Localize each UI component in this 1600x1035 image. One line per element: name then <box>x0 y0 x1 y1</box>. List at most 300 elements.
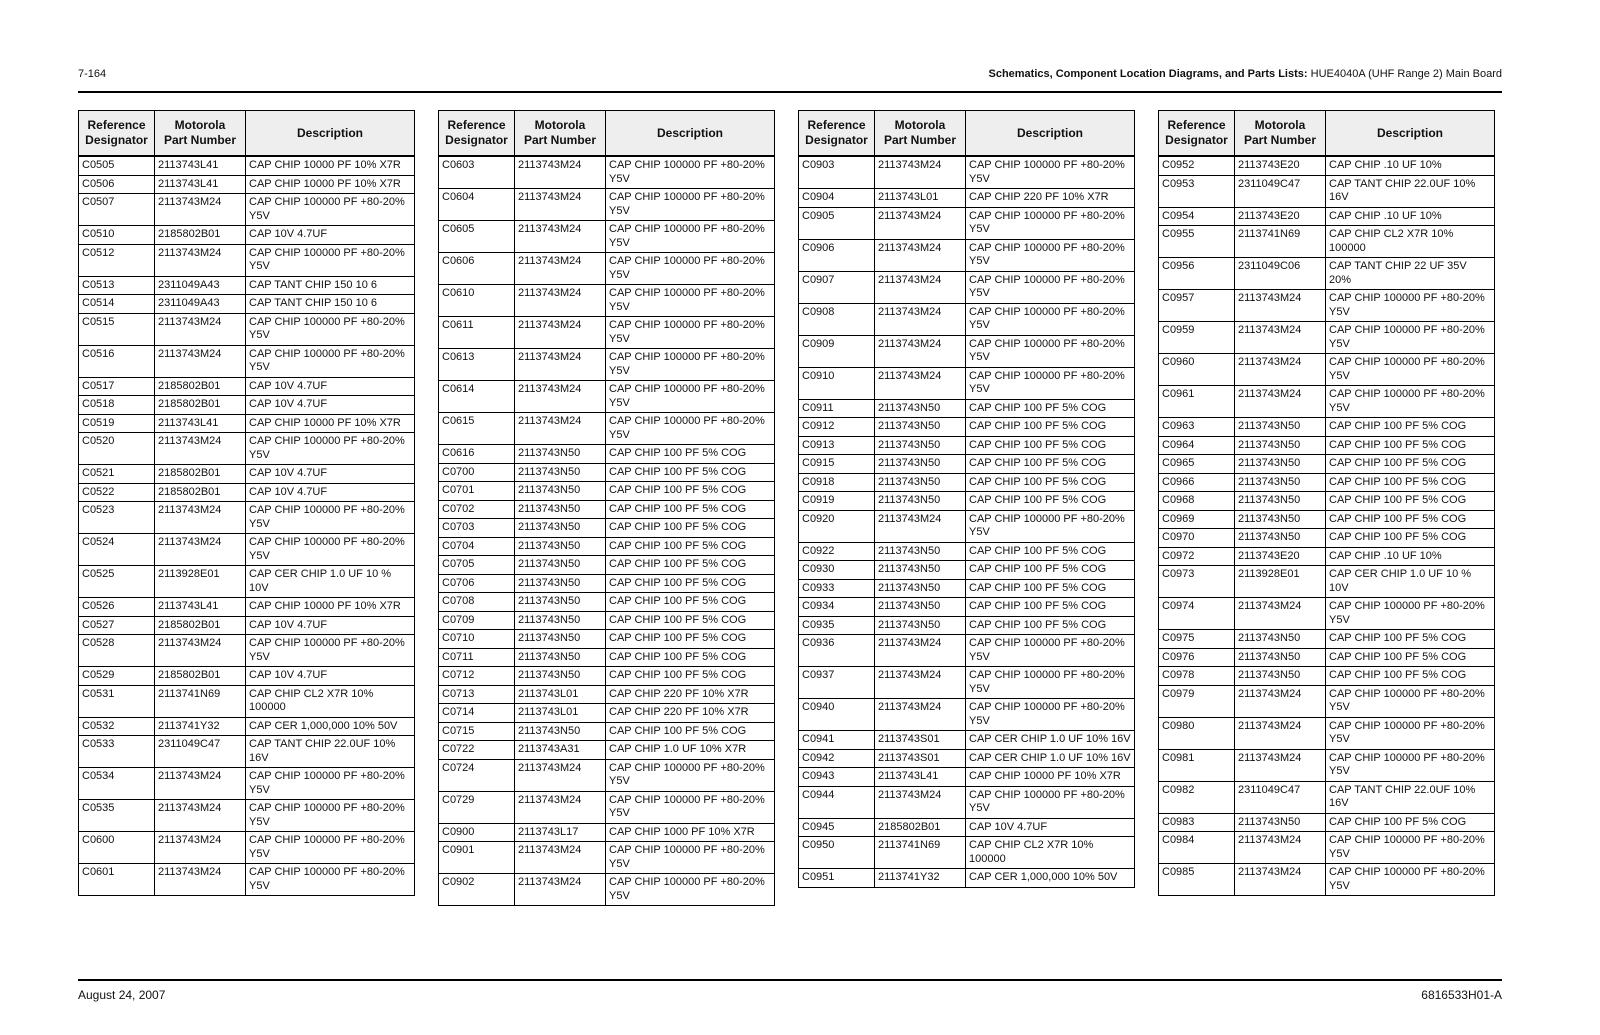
cell-description: CAP CHIP 100000 PF +80-20% Y5V <box>606 221 775 253</box>
cell-reference-designator: C0702 <box>439 500 515 519</box>
table-row <box>799 189 1135 208</box>
table-row <box>439 667 775 686</box>
table-row <box>799 207 1135 239</box>
cell-description: CAP CHIP 100000 PF +80-20% Y5V <box>1326 354 1495 386</box>
cell-description: CAP CHIP 100 PF 5% COG <box>606 667 775 686</box>
table-row <box>799 731 1135 750</box>
header-ref-line2: Designator <box>85 133 148 147</box>
table-row <box>79 295 415 314</box>
cell-description: CAP CHIP 100000 PF +80-20% Y5V <box>1326 832 1495 864</box>
cell-description: CAP CHIP 1.0 UF 10% X7R <box>606 741 775 760</box>
cell-description: CAP CHIP 100000 PF +80-20% Y5V <box>246 635 415 667</box>
table-row <box>79 433 415 465</box>
cell-reference-designator: C0613 <box>439 349 515 381</box>
cell-description: CAP CHIP 100000 PF +80-20% Y5V <box>606 317 775 349</box>
cell-part-number: 2113743M24 <box>875 510 966 542</box>
cell-part-number: 2113743M24 <box>1235 717 1326 749</box>
table-row <box>799 271 1135 303</box>
cell-part-number: 2113743N50 <box>875 598 966 617</box>
cell-part-number: 2113743N50 <box>515 630 606 649</box>
cell-reference-designator: C0982 <box>1159 781 1235 813</box>
cell-reference-designator: C0978 <box>1159 667 1235 686</box>
table-row <box>799 579 1135 598</box>
cell-reference-designator: C0535 <box>79 800 155 832</box>
cell-reference-designator: C0706 <box>439 574 515 593</box>
cell-description: CAP TANT CHIP 150 10 6 <box>246 276 415 295</box>
cell-reference-designator: C0984 <box>1159 832 1235 864</box>
cell-reference-designator: C0518 <box>79 396 155 415</box>
cell-part-number: 2113743L41 <box>155 598 246 617</box>
table-row <box>439 704 775 723</box>
cell-reference-designator: C0956 <box>1159 258 1235 290</box>
cell-part-number: 2113743L01 <box>875 189 966 208</box>
cell-reference-designator: C0907 <box>799 271 875 303</box>
table-row <box>1159 864 1495 896</box>
table-row <box>439 381 775 413</box>
cell-description: CAP CHIP 100 PF 5% COG <box>966 542 1135 561</box>
table-row <box>79 616 415 635</box>
cell-part-number: 2113743M24 <box>875 156 966 189</box>
cell-part-number: 2113743M24 <box>155 864 246 896</box>
cell-part-number: 2113741N69 <box>1235 226 1326 258</box>
table-row <box>799 699 1135 731</box>
cell-description: CAP CHIP 100000 PF +80-20% Y5V <box>606 253 775 285</box>
table-row <box>1159 492 1495 511</box>
cell-part-number: 2185802B01 <box>155 483 246 502</box>
cell-reference-designator: C0507 <box>79 194 155 226</box>
cell-reference-designator: C0975 <box>1159 630 1235 649</box>
cell-reference-designator: C0533 <box>79 736 155 768</box>
cell-part-number: 2113743N50 <box>1235 648 1326 667</box>
cell-reference-designator: C0905 <box>799 207 875 239</box>
cell-reference-designator: C0970 <box>1159 529 1235 548</box>
cell-part-number: 2113743N50 <box>875 436 966 455</box>
cell-reference-designator: C0913 <box>799 436 875 455</box>
table-row <box>79 502 415 534</box>
cell-reference-designator: C0715 <box>439 722 515 741</box>
cell-part-number: 2113743N50 <box>515 648 606 667</box>
header-part-line1: Motorola <box>894 118 946 132</box>
cell-description: CAP CHIP 100000 PF +80-20% Y5V <box>246 433 415 465</box>
cell-description: CAP CHIP CL2 X7R 10% 100000 <box>966 837 1135 869</box>
cell-description: CAP CHIP 100000 PF +80-20% Y5V <box>966 271 1135 303</box>
cell-reference-designator: C0935 <box>799 616 875 635</box>
cell-reference-designator: C0936 <box>799 635 875 667</box>
cell-description: CAP CER CHIP 1.0 UF 10% 16V <box>966 749 1135 768</box>
cell-reference-designator: C0724 <box>439 759 515 791</box>
cell-reference-designator: C0522 <box>79 483 155 502</box>
cell-part-number: 2113743M24 <box>155 635 246 667</box>
header-rule <box>78 91 1502 93</box>
cell-description: CAP TANT CHIP 22 UF 35V 20% <box>1326 258 1495 290</box>
cell-reference-designator: C0920 <box>799 510 875 542</box>
cell-description: CAP CHIP 100 PF 5% COG <box>1326 455 1495 474</box>
cell-description: CAP TANT CHIP 22.0UF 10% 16V <box>246 736 415 768</box>
cell-part-number: 2185802B01 <box>155 396 246 415</box>
table-row <box>79 832 415 864</box>
cell-reference-designator: C0710 <box>439 630 515 649</box>
cell-part-number: 2113743M24 <box>515 285 606 317</box>
cell-description: CAP CHIP 100000 PF +80-20% Y5V <box>1326 685 1495 717</box>
cell-part-number: 2113743M24 <box>515 253 606 285</box>
cell-reference-designator: C0711 <box>439 648 515 667</box>
cell-part-number: 2113743N50 <box>875 492 966 511</box>
cell-reference-designator: C0974 <box>1159 598 1235 630</box>
cell-part-number: 2113743N50 <box>515 445 606 464</box>
header-description: Description <box>966 111 1135 157</box>
table-row <box>799 768 1135 787</box>
cell-reference-designator: C0528 <box>79 635 155 667</box>
table-row <box>799 303 1135 335</box>
cell-description: CAP CHIP 100000 PF +80-20% Y5V <box>606 349 775 381</box>
cell-part-number: 2113743L41 <box>155 175 246 194</box>
cell-description: CAP 10V 4.7UF <box>246 667 415 686</box>
cell-part-number: 2113743M24 <box>515 791 606 823</box>
table-row <box>799 837 1135 869</box>
cell-description: CAP CHIP 10000 PF 10% X7R <box>246 414 415 433</box>
cell-part-number: 2311049C06 <box>1235 258 1326 290</box>
table-row <box>79 377 415 396</box>
cell-description: CAP CHIP 100000 PF +80-20% Y5V <box>966 699 1135 731</box>
table-row <box>439 874 775 906</box>
cell-description: CAP CHIP CL2 X7R 10% 100000 <box>1326 226 1495 258</box>
cell-description: CAP CHIP 100 PF 5% COG <box>1326 667 1495 686</box>
table-row <box>799 436 1135 455</box>
cell-part-number: 2311049C47 <box>155 736 246 768</box>
table-row <box>79 768 415 800</box>
cell-description: CAP CER CHIP 1.0 UF 10 % 10V <box>1326 566 1495 598</box>
table-row <box>439 156 775 189</box>
table-row <box>439 463 775 482</box>
cell-reference-designator: C0616 <box>439 445 515 464</box>
header-description: Description <box>606 111 775 157</box>
table-row <box>799 667 1135 699</box>
cell-reference-designator: C0943 <box>799 768 875 787</box>
cell-part-number: 2113743N50 <box>515 574 606 593</box>
cell-part-number: 2113743M24 <box>1235 354 1326 386</box>
header-ref-line1: Reference <box>807 118 866 132</box>
cell-reference-designator: C0708 <box>439 593 515 612</box>
cell-description: CAP CHIP 100 PF 5% COG <box>606 611 775 630</box>
cell-reference-designator: C0614 <box>439 381 515 413</box>
header-part-line2: Part Number <box>883 133 957 147</box>
table-header-row <box>79 111 415 157</box>
cell-reference-designator: C0527 <box>79 616 155 635</box>
cell-part-number: 2113743M24 <box>155 345 246 377</box>
cell-reference-designator: C0911 <box>799 399 875 418</box>
cell-part-number: 2113743N50 <box>515 593 606 612</box>
table-row <box>799 635 1135 667</box>
table-row <box>439 741 775 760</box>
cell-part-number: 2113743M24 <box>1235 685 1326 717</box>
table-row <box>1159 630 1495 649</box>
cell-description: CAP CHIP 100 PF 5% COG <box>1326 418 1495 437</box>
cell-description: CAP CHIP 100000 PF +80-20% Y5V <box>966 207 1135 239</box>
table-row <box>79 244 415 276</box>
cell-description: CAP CHIP 100 PF 5% COG <box>606 630 775 649</box>
cell-part-number: 2113741N69 <box>155 685 246 717</box>
table-row <box>79 313 415 345</box>
cell-description: CAP CHIP 10000 PF 10% X7R <box>966 768 1135 787</box>
cell-reference-designator: C0512 <box>79 244 155 276</box>
cell-reference-designator: C0903 <box>799 156 875 189</box>
cell-part-number: 2113743N50 <box>515 667 606 686</box>
cell-description: CAP CHIP 10000 PF 10% X7R <box>246 598 415 617</box>
cell-part-number: 2311049A43 <box>155 276 246 295</box>
table-row <box>79 226 415 245</box>
cell-reference-designator: C0980 <box>1159 717 1235 749</box>
table-row <box>1159 813 1495 832</box>
table-row <box>439 221 775 253</box>
table-row <box>799 399 1135 418</box>
cell-part-number: 2113743M24 <box>1235 290 1326 322</box>
cell-reference-designator: C0952 <box>1159 156 1235 175</box>
cell-reference-designator: C0981 <box>1159 749 1235 781</box>
table-row <box>1159 354 1495 386</box>
table-row <box>79 194 415 226</box>
cell-reference-designator: C0600 <box>79 832 155 864</box>
cell-description: CAP CHIP 100000 PF +80-20% Y5V <box>1326 749 1495 781</box>
cell-description: CAP CHIP 100 PF 5% COG <box>606 445 775 464</box>
cell-part-number: 2113743N50 <box>1235 418 1326 437</box>
cell-part-number: 2113743M24 <box>155 800 246 832</box>
cell-description: CAP CHIP 100000 PF +80-20% Y5V <box>606 842 775 874</box>
table-row <box>439 685 775 704</box>
cell-part-number: 2113743M24 <box>155 194 246 226</box>
table-row <box>1159 226 1495 258</box>
cell-description: CAP CHIP .10 UF 10% <box>1326 547 1495 566</box>
cell-reference-designator: C0983 <box>1159 813 1235 832</box>
table-row <box>439 349 775 381</box>
cell-part-number: 2113743E20 <box>1235 207 1326 226</box>
cell-reference-designator: C0961 <box>1159 386 1235 418</box>
cell-part-number: 2113743N50 <box>515 556 606 575</box>
cell-part-number: 2113743M24 <box>155 244 246 276</box>
cell-description: CAP CHIP 220 PF 10% X7R <box>606 704 775 723</box>
cell-description: CAP CHIP 100 PF 5% COG <box>606 537 775 556</box>
cell-description: CAP CHIP 100000 PF +80-20% Y5V <box>606 874 775 906</box>
page-number: 7-164 <box>78 68 107 80</box>
cell-reference-designator: C0601 <box>79 864 155 896</box>
cell-description: CAP 10V 4.7UF <box>246 377 415 396</box>
cell-part-number: 2113743M24 <box>1235 749 1326 781</box>
table-row <box>79 483 415 502</box>
table-row <box>439 722 775 741</box>
header-ref-line1: Reference <box>1167 118 1226 132</box>
table-row <box>439 317 775 349</box>
cell-description: CAP CHIP 100000 PF +80-20% Y5V <box>246 502 415 534</box>
table-row <box>1159 156 1495 175</box>
cell-part-number: 2113743M24 <box>155 534 246 566</box>
cell-reference-designator: C0709 <box>439 611 515 630</box>
header-ref-line2: Designator <box>445 133 508 147</box>
cell-reference-designator: C0985 <box>1159 864 1235 896</box>
cell-reference-designator: C0534 <box>79 768 155 800</box>
cell-description: CAP CHIP 100000 PF +80-20% Y5V <box>1326 598 1495 630</box>
cell-part-number: 2113743N50 <box>875 561 966 580</box>
table-row <box>79 414 415 433</box>
cell-part-number: 2113743M24 <box>1235 598 1326 630</box>
cell-description: CAP CHIP 100000 PF +80-20% Y5V <box>1326 386 1495 418</box>
table-row <box>79 156 415 175</box>
cell-reference-designator: C0940 <box>799 699 875 731</box>
cell-part-number: 2185802B01 <box>155 465 246 484</box>
cell-reference-designator: C0722 <box>439 741 515 760</box>
cell-part-number: 2113743M24 <box>515 189 606 221</box>
cell-reference-designator: C0510 <box>79 226 155 245</box>
table-row <box>799 418 1135 437</box>
table-row <box>439 823 775 842</box>
table-row <box>79 685 415 717</box>
cell-part-number: 2113743N50 <box>1235 667 1326 686</box>
cell-part-number: 2113743M24 <box>155 502 246 534</box>
running-title-rest: HUE4040A (UHF Range 2) Main Board <box>1307 68 1502 80</box>
cell-part-number: 2113743N50 <box>875 399 966 418</box>
cell-reference-designator: C0909 <box>799 335 875 367</box>
cell-reference-designator: C0973 <box>1159 566 1235 598</box>
cell-description: CAP CHIP 100 PF 5% COG <box>606 463 775 482</box>
cell-part-number: 2113743N50 <box>875 579 966 598</box>
cell-description: CAP CHIP 100 PF 5% COG <box>966 473 1135 492</box>
cell-reference-designator: C0517 <box>79 377 155 396</box>
cell-part-number: 2311049A43 <box>155 295 246 314</box>
table-row <box>79 736 415 768</box>
table-row <box>799 542 1135 561</box>
table-row <box>439 537 775 556</box>
cell-part-number: 2113743A31 <box>515 741 606 760</box>
cell-part-number: 2113743N50 <box>1235 813 1326 832</box>
table-row <box>439 189 775 221</box>
footer-doc-number: 6816533H01-A <box>1421 988 1502 1002</box>
cell-part-number: 2113743N50 <box>875 473 966 492</box>
cell-description: CAP CHIP 100 PF 5% COG <box>1326 648 1495 667</box>
cell-reference-designator: C0704 <box>439 537 515 556</box>
cell-reference-designator: C0700 <box>439 463 515 482</box>
cell-reference-designator: C0520 <box>79 433 155 465</box>
cell-reference-designator: C0506 <box>79 175 155 194</box>
cell-description: CAP TANT CHIP 22.0UF 10% 16V <box>1326 781 1495 813</box>
cell-part-number: 2113743L01 <box>515 685 606 704</box>
cell-reference-designator: C0523 <box>79 502 155 534</box>
header-part-number <box>1235 111 1326 157</box>
table-row <box>799 818 1135 837</box>
cell-reference-designator: C0505 <box>79 156 155 175</box>
table-row <box>1159 749 1495 781</box>
table-row <box>799 239 1135 271</box>
cell-part-number: 2113743N50 <box>515 482 606 501</box>
table-row <box>799 869 1135 888</box>
cell-part-number: 2113743S01 <box>875 731 966 750</box>
cell-reference-designator: C0513 <box>79 276 155 295</box>
cell-description: CAP CHIP 100000 PF +80-20% Y5V <box>606 285 775 317</box>
table-row <box>1159 832 1495 864</box>
cell-reference-designator: C0713 <box>439 685 515 704</box>
table-row <box>1159 290 1495 322</box>
cell-part-number: 2113743M24 <box>875 786 966 818</box>
cell-description: CAP CHIP 100 PF 5% COG <box>1326 436 1495 455</box>
cell-part-number: 2113928E01 <box>1235 566 1326 598</box>
cell-reference-designator: C0519 <box>79 414 155 433</box>
cell-reference-designator: C0524 <box>79 534 155 566</box>
header-part-number <box>155 111 246 157</box>
cell-description: CAP CHIP 100 PF 5% COG <box>1326 492 1495 511</box>
cell-part-number: 2113743S01 <box>875 749 966 768</box>
table-row <box>79 635 415 667</box>
cell-description: CAP CHIP 100000 PF +80-20% Y5V <box>966 510 1135 542</box>
table-row <box>1159 529 1495 548</box>
header-ref-line2: Designator <box>1165 133 1228 147</box>
table-row <box>439 500 775 519</box>
cell-part-number: 2113743L41 <box>875 768 966 787</box>
cell-part-number: 2185802B01 <box>875 818 966 837</box>
cell-description: CAP CHIP 100 PF 5% COG <box>606 519 775 538</box>
cell-reference-designator: C0611 <box>439 317 515 349</box>
cell-reference-designator: C0918 <box>799 473 875 492</box>
table-row <box>1159 781 1495 813</box>
table-row <box>799 156 1135 189</box>
table-row <box>1159 207 1495 226</box>
cell-reference-designator: C0714 <box>439 704 515 723</box>
cell-description: CAP 10V 4.7UF <box>246 616 415 635</box>
cell-reference-designator: C0972 <box>1159 547 1235 566</box>
cell-part-number: 2113743M24 <box>875 303 966 335</box>
table-row <box>1159 386 1495 418</box>
table-row <box>439 413 775 445</box>
cell-description: CAP CHIP 100000 PF +80-20% Y5V <box>246 534 415 566</box>
table-row <box>799 749 1135 768</box>
cell-description: CAP CHIP 10000 PF 10% X7R <box>246 175 415 194</box>
table-row <box>1159 547 1495 566</box>
cell-part-number: 2113743M24 <box>515 221 606 253</box>
cell-description: CAP CHIP 100 PF 5% COG <box>966 418 1135 437</box>
cell-part-number: 2113741Y32 <box>155 717 246 736</box>
cell-reference-designator: C0515 <box>79 313 155 345</box>
cell-reference-designator: C0942 <box>799 749 875 768</box>
table-row <box>79 800 415 832</box>
cell-reference-designator: C0934 <box>799 598 875 617</box>
cell-part-number: 2113743N50 <box>515 537 606 556</box>
cell-description: CAP 10V 4.7UF <box>246 483 415 502</box>
cell-reference-designator: C0514 <box>79 295 155 314</box>
cell-description: CAP CHIP 100000 PF +80-20% Y5V <box>246 194 415 226</box>
cell-reference-designator: C0603 <box>439 156 515 189</box>
cell-description: CAP CHIP 100000 PF +80-20% Y5V <box>966 335 1135 367</box>
running-title-bold: Schematics, Component Location Diagrams, and Parts Lists: <box>988 68 1308 80</box>
cell-part-number: 2113743M24 <box>1235 322 1326 354</box>
cell-part-number: 2113743M24 <box>155 433 246 465</box>
cell-description: CAP CHIP 100000 PF +80-20% Y5V <box>966 786 1135 818</box>
cell-description: CAP CHIP .10 UF 10% <box>1326 156 1495 175</box>
parts-table-1 <box>78 110 415 896</box>
cell-reference-designator: C0904 <box>799 189 875 208</box>
table-row <box>439 519 775 538</box>
cell-part-number: 2113743M24 <box>515 381 606 413</box>
header-part-line1: Motorola <box>1254 118 1306 132</box>
cell-part-number: 2113741N69 <box>875 837 966 869</box>
table-row <box>1159 598 1495 630</box>
cell-reference-designator: C0729 <box>439 791 515 823</box>
cell-reference-designator: C0965 <box>1159 455 1235 474</box>
cell-description: CAP CHIP 100000 PF +80-20% Y5V <box>246 800 415 832</box>
cell-description: CAP CHIP 100000 PF +80-20% Y5V <box>1326 717 1495 749</box>
cell-description: CAP CHIP 100000 PF +80-20% Y5V <box>246 832 415 864</box>
cell-part-number: 2113743N50 <box>1235 436 1326 455</box>
parts-table-3 <box>798 110 1135 888</box>
cell-part-number: 2113743N50 <box>1235 455 1326 474</box>
cell-description: CAP CHIP .10 UF 10% <box>1326 207 1495 226</box>
header-part-line2: Part Number <box>1243 133 1317 147</box>
cell-reference-designator: C0944 <box>799 786 875 818</box>
